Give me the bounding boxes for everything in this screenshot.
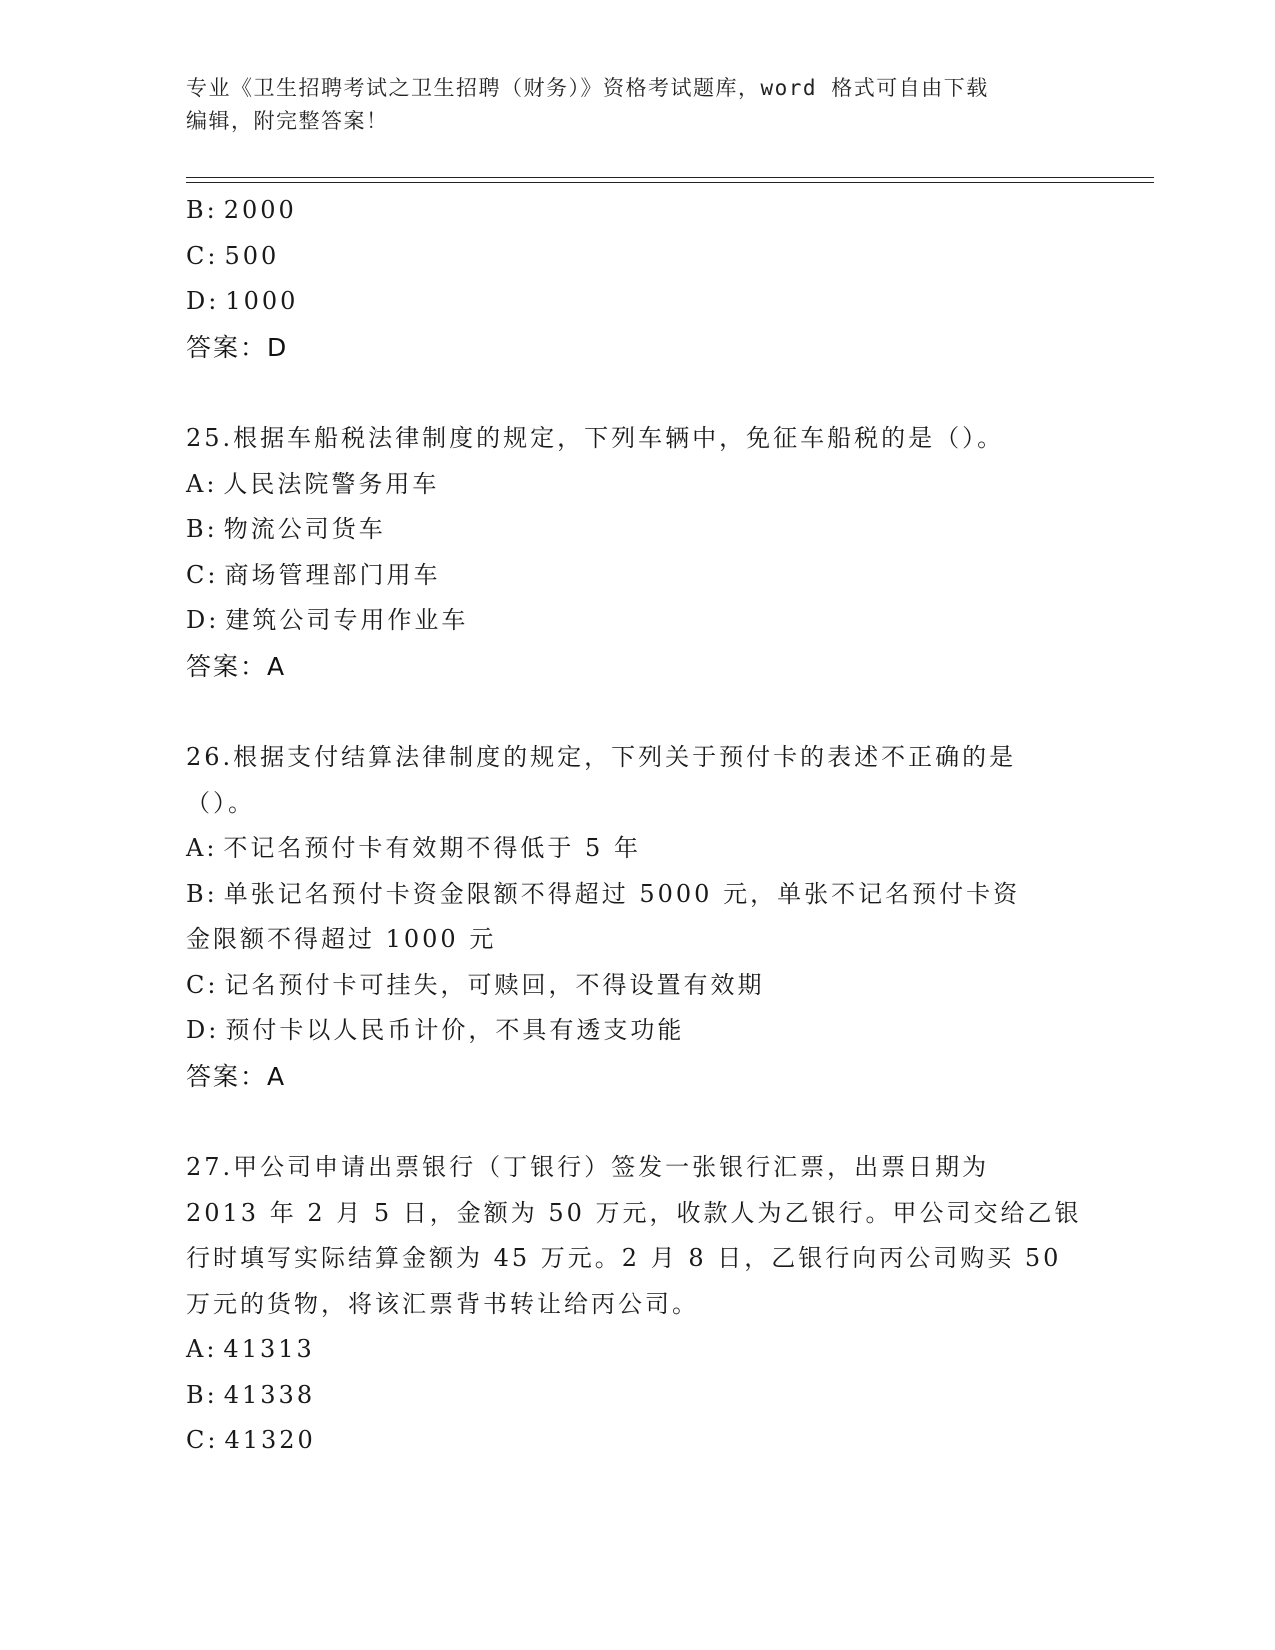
header-divider-bottom [186,182,1154,183]
option-d [186,1008,1086,1054]
option-text: 人民法院警务用车 [223,469,440,498]
option-d [186,598,1086,644]
question-text-line-1: 26.根据支付结算法律制度的规定，下列关于预付卡的表述不正确的是 [186,743,1017,771]
question-text: 25.根据车船税法律制度的规定，下列车辆中，免征车船税的是（）。 [186,424,1005,452]
option-prefix: A: [186,1335,218,1363]
option-d [186,279,1086,325]
question-26 [186,735,1086,1099]
question-24 [186,188,1086,370]
option-text: 建筑公司专用作业车 [225,606,469,634]
question-text-line-3: 行时填写实际结算金额为 45 万元。2 月 8 日，乙银行向丙公司购买 50 [186,1244,1062,1272]
option-a [186,462,1086,508]
option-prefix: B: [186,515,218,543]
answer-label: 答案：A [186,1061,287,1091]
option-prefix: C: [186,1426,219,1454]
spacer [186,689,1086,735]
option-c [186,1418,1086,1464]
option-text: 物流公司货车 [223,515,386,543]
option-prefix: B: [186,879,218,908]
header-line-1: 专业《卫生招聘考试之卫生招聘（财务）》资格考试题库，word 格式可自由下载 [186,76,989,100]
option-text: 1000 [225,287,299,315]
option-text: 商场管理部门用车 [224,560,441,589]
option-text: 单张记名预付卡资金限额不得超过 5000 元，单张不记名预付卡资 [223,879,1021,908]
option-prefix: C: [186,560,219,589]
option-b [186,872,1086,918]
question-text-line-2: （）。 [186,788,255,817]
option-b [186,507,1086,553]
option-text: 41320 [224,1426,316,1454]
answer-label: 答案：D [186,332,289,362]
spacer [186,370,1086,416]
answer-label: 答案：A [186,651,287,681]
option-text: 不记名预付卡有效期不得低于 5 年 [223,834,641,862]
question-27 [186,1145,1086,1464]
document-header [186,72,1066,138]
header-line-2: 编辑，附完整答案！ [186,109,389,133]
spacer [186,1099,1086,1145]
option-text: 2000 [223,196,297,224]
option-prefix: A: [186,834,218,862]
header-divider-top [186,177,1154,178]
option-b [186,188,1086,234]
question-text-line-2: 2013 年 2 月 5 日，金额为 50 万元，收款人为乙银行。甲公司交给乙银 [186,1198,1082,1227]
option-prefix: D: [186,1016,220,1044]
option-c [186,234,1086,280]
option-prefix: C: [186,970,219,999]
option-b [186,1373,1086,1419]
option-prefix: A: [186,469,218,498]
option-b-continued [186,917,1086,963]
option-c [186,553,1086,599]
option-text: 41313 [223,1335,315,1363]
option-prefix: B: [186,1380,218,1409]
question-text-line-1: 27.甲公司申请出票银行（丁银行）签发一张银行汇票，出票日期为 [186,1153,990,1181]
option-text: 金限额不得超过 1000 元 [186,925,497,953]
option-text: 500 [224,241,280,270]
option-text: 41338 [223,1380,316,1409]
option-a [186,1327,1086,1373]
option-prefix: D: [186,606,220,634]
option-prefix: C: [186,241,219,270]
question-list [186,188,1086,1464]
question-text-line-4: 万元的货物，将该汇票背书转让给丙公司。 [186,1289,699,1318]
option-a [186,826,1086,872]
option-c [186,963,1086,1009]
question-25 [186,416,1086,689]
option-prefix: B: [186,196,218,224]
option-prefix: D: [186,287,220,315]
option-text: 预付卡以人民币计价，不具有透支功能 [225,1016,685,1044]
option-text: 记名预付卡可挂失，可赎回，不得设置有效期 [224,970,765,999]
